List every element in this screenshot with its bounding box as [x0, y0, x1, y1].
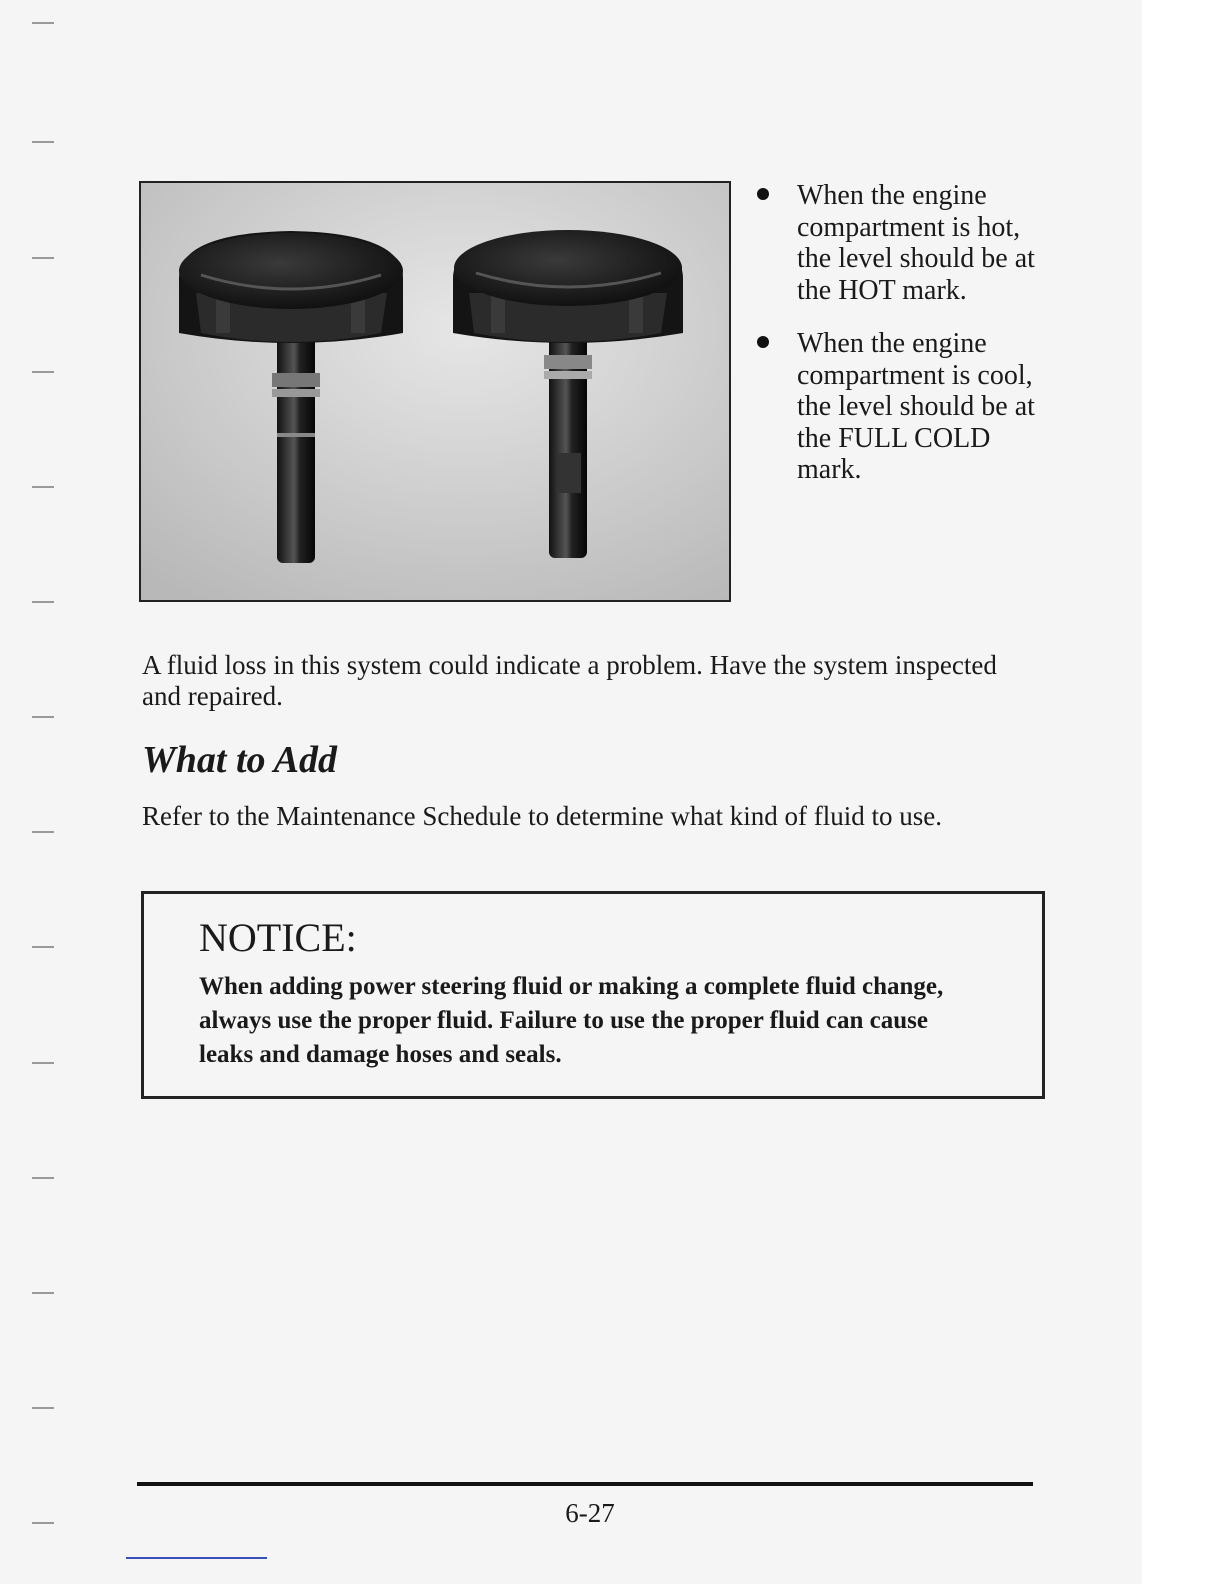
- edge-tick: [32, 257, 54, 259]
- section-heading: What to Add: [142, 739, 337, 781]
- edge-tick: [32, 22, 54, 24]
- bullet-icon: [757, 188, 769, 200]
- refer-paragraph: Refer to the Maintenance Schedule to determine what kind of fluid to use.: [142, 801, 943, 831]
- notice-body: When adding power steering fluid or making a complete fluid change, always use the proper fluid. Failure to use the proper fluid can cause leaks and damage hoses and seals.: [199, 973, 944, 1068]
- edge-tick: [32, 716, 54, 718]
- edge-tick: [32, 141, 54, 143]
- notice-box: [141, 891, 1045, 1099]
- edge-tick: [32, 1407, 54, 1409]
- dipstick-cap-illustration: [139, 181, 731, 602]
- link-underline[interactable]: [126, 1557, 267, 1559]
- list-item: [755, 180, 1055, 306]
- bullet-text: When the engine compartment is cool, the level should be at the FULL COLD mark.: [797, 328, 1035, 485]
- notice-title: NOTICE:: [199, 915, 357, 960]
- fluid-loss-paragraph: A fluid loss in this system could indicate a problem. Have the system inspected and repaired.: [142, 650, 997, 711]
- fluid-level-bullets: [755, 180, 1055, 508]
- bullet-text: When the engine compartment is hot, the level should be at the HOT mark.: [797, 180, 1035, 306]
- edge-tick: [32, 946, 54, 948]
- edge-tick: [32, 1177, 54, 1179]
- edge-tick: [32, 1062, 54, 1064]
- list-item: [755, 328, 1055, 486]
- edge-tick: [32, 601, 54, 603]
- page-number: 6-27: [565, 1498, 615, 1528]
- edge-tick: [32, 371, 54, 373]
- edge-tick: [32, 1522, 54, 1524]
- dipstick-illustration-svg: [141, 183, 729, 600]
- edge-tick: [32, 1292, 54, 1294]
- edge-tick: [32, 486, 54, 488]
- bullet-icon: [757, 336, 769, 348]
- footer-rule: [137, 1482, 1033, 1486]
- edge-tick: [32, 831, 54, 833]
